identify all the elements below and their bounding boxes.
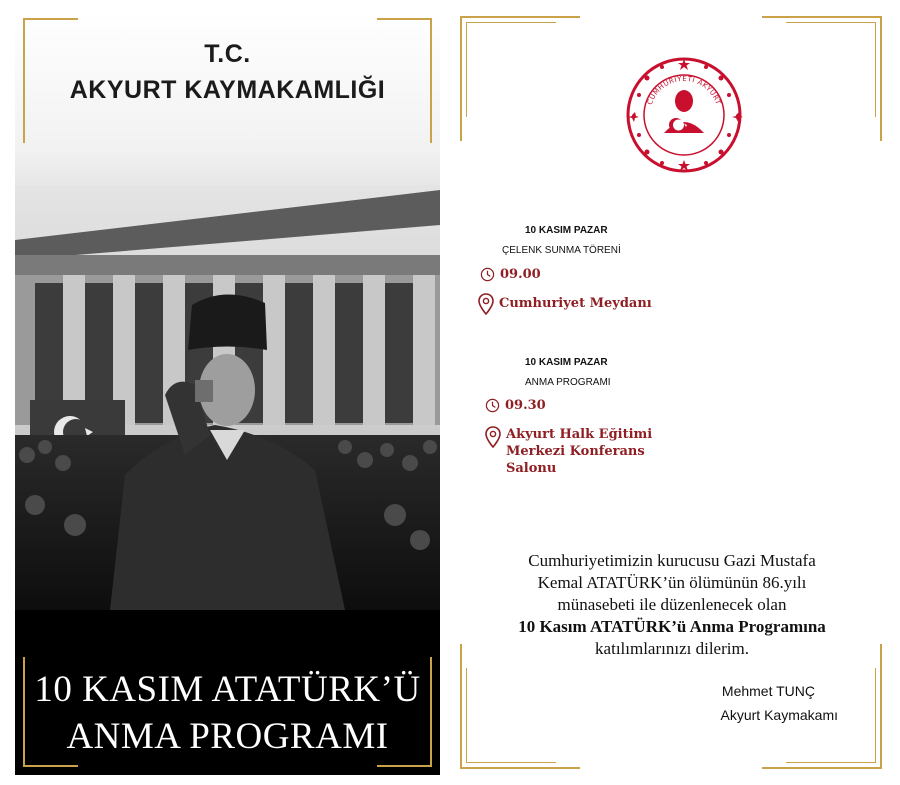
gold-frame-corner [460, 644, 462, 769]
event-1-name: ÇELENK SUNMA TÖRENİ [502, 245, 621, 256]
event-2-day: 10 KASIM PAZAR [525, 357, 608, 368]
signature-title: Akyurt Kaymakamı [720, 707, 838, 723]
location-pin-icon [485, 426, 501, 448]
event-1-place: Cumhuriyet Meydanı [499, 296, 652, 311]
event-1-time-row [480, 267, 541, 282]
event-2-place [506, 426, 652, 477]
event-2-location-row [485, 426, 652, 477]
gold-frame-corner [875, 22, 876, 117]
gold-frame-corner [460, 767, 580, 769]
gold-frame-corner [880, 16, 882, 141]
event-2-time: 09.30 [505, 398, 546, 413]
gold-corner-ornament [23, 18, 78, 20]
gold-frame-corner [762, 767, 882, 769]
event-1-time: 09.00 [500, 267, 541, 282]
message-line1: Cumhuriyetimizin kurucusu Gazi Mustafa [528, 551, 816, 570]
gold-corner-ornament [23, 18, 25, 143]
poster-header-line1: T.C. [204, 40, 251, 68]
gold-corner-ornament [23, 765, 78, 767]
message-line2: Kemal ATATÜRK’ün ölümünün 86.yılı [537, 573, 807, 592]
gold-frame-corner [786, 22, 876, 23]
message-line5: katılımlarınızı dilerim. [595, 639, 749, 658]
event-2-place-line1: Akyurt Halk Eğitimi [506, 427, 653, 442]
event-2-name: ANMA PROGRAMI [525, 377, 611, 388]
message-line4: 10 Kasım ATATÜRK’ü Anma Programına [518, 617, 826, 636]
clock-icon [485, 398, 500, 413]
gold-corner-ornament [23, 657, 25, 767]
invitation-message [482, 550, 862, 660]
program-title-line2: ANMA PROGRAMI [66, 716, 389, 757]
location-pin-icon [478, 293, 494, 315]
poster [15, 10, 440, 775]
gold-frame-corner [466, 762, 556, 763]
message-line3: münasebeti ile düzenlenecek olan [557, 595, 787, 614]
event-2-time-row [485, 398, 546, 413]
invitation-card [452, 10, 890, 775]
gold-corner-ornament [377, 18, 432, 20]
gold-frame-corner [762, 16, 882, 18]
gold-frame-corner [466, 22, 556, 23]
event-2-place-line3: Salonu [506, 461, 557, 476]
event-2-place-line2: Merkezi Konferans [506, 444, 645, 459]
gold-frame-corner [880, 644, 882, 769]
kaymakamlik-seal-logo [624, 55, 744, 175]
ataturk-mausoleum-photo [15, 185, 440, 610]
event-1-location-row [478, 293, 652, 315]
poster-header-line2: AKYURT KAYMAKAMLIĞI [69, 76, 386, 104]
gold-frame-corner [466, 22, 467, 117]
program-title-line1: 10 KASIM ATATÜRK’Ü [34, 669, 421, 710]
gold-frame-corner [786, 762, 876, 763]
clock-icon [480, 267, 495, 282]
gold-frame-corner [466, 668, 467, 763]
svg-text:CUMHURİYETİ AKYURT: CUMHURİYETİ AKYURT [645, 74, 723, 106]
gold-corner-ornament [430, 18, 432, 143]
gold-corner-ornament [377, 765, 432, 767]
gold-frame-corner [875, 668, 876, 763]
gold-frame-corner [460, 16, 580, 18]
gold-frame-corner [460, 16, 462, 141]
event-1-day: 10 KASIM PAZAR [525, 225, 608, 236]
signature-name: Mehmet TUNÇ [721, 683, 815, 699]
gold-corner-ornament [430, 657, 432, 767]
